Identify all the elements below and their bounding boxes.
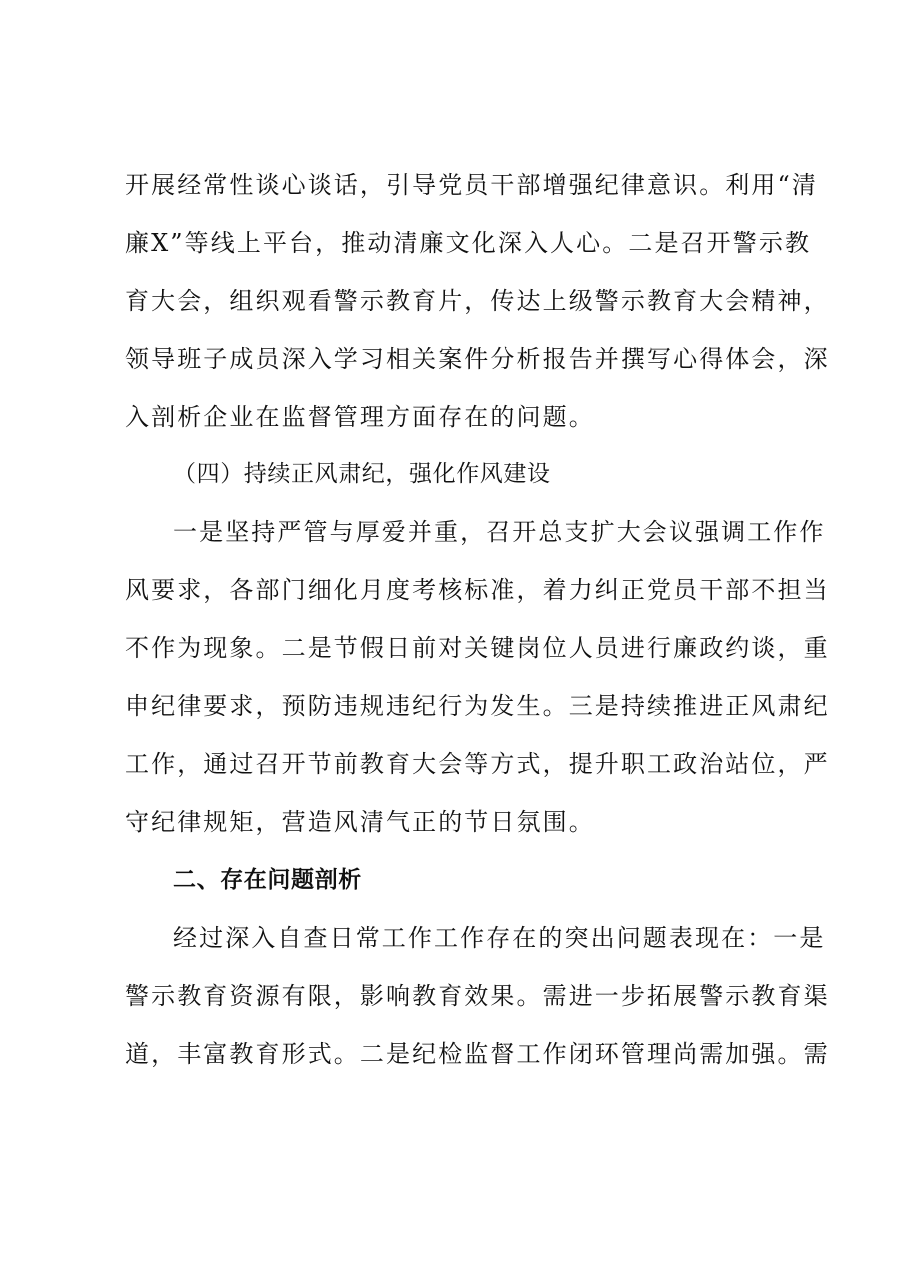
paragraph-2-line-3: 不作为现象。二是节假日前对关键岗位人员进行廉政约谈，重: [125, 634, 830, 662]
paragraph-2-line-2: 风要求，各部门细化月度考核标准，着力纠正党员干部不担当: [125, 576, 830, 604]
section-heading-4: （四）持续正风肃纪，强化作风建设: [173, 461, 551, 487]
paragraph-1-line-1: 开展经常性谈心谈话，引导党员干部增强纪律意识。利用“清: [125, 171, 818, 199]
paragraph-2-line-1: 一是坚持严管与厚爱并重，召开总支扩大会议强调工作作: [173, 518, 826, 546]
paragraph-3-line-3: 道，丰富教育形式。二是纪检监督工作闭环管理尚需加强。需: [125, 1040, 830, 1068]
paragraph-3-line-2: 警示教育资源有限，影响教育效果。需进一步拓展警示教育渠: [125, 982, 830, 1010]
paragraph-3-line-1: 经过深入自查日常工作工作存在的突出问题表现在：一是: [173, 924, 826, 952]
paragraph-2-line-4: 申纪律要求，预防违规违纪行为发生。三是持续推进正风肃纪: [125, 692, 830, 720]
paragraph-1-line-2: 廉X”等线上平台，推动清廉文化深入人心。二是召开警示教: [125, 229, 812, 257]
paragraph-2-line-6: 守纪律规矩，营造风清气正的节日氛围。: [125, 808, 595, 836]
paragraph-1-line-5: 入剖析企业在监督管理方面存在的问题。: [125, 403, 595, 431]
paragraph-2-line-5: 工作，通过召开节前教育大会等方式，提升职工政治站位，严: [125, 750, 830, 778]
section-heading-2: 二、存在问题剖析: [173, 867, 362, 893]
paragraph-1-line-3: 育大会，组织观看警示教育片，传达上级警示教育大会精神，: [125, 287, 830, 315]
paragraph-1-line-4: 领导班子成员深入学习相关案件分析报告并撰写心得体会，深: [125, 345, 830, 373]
